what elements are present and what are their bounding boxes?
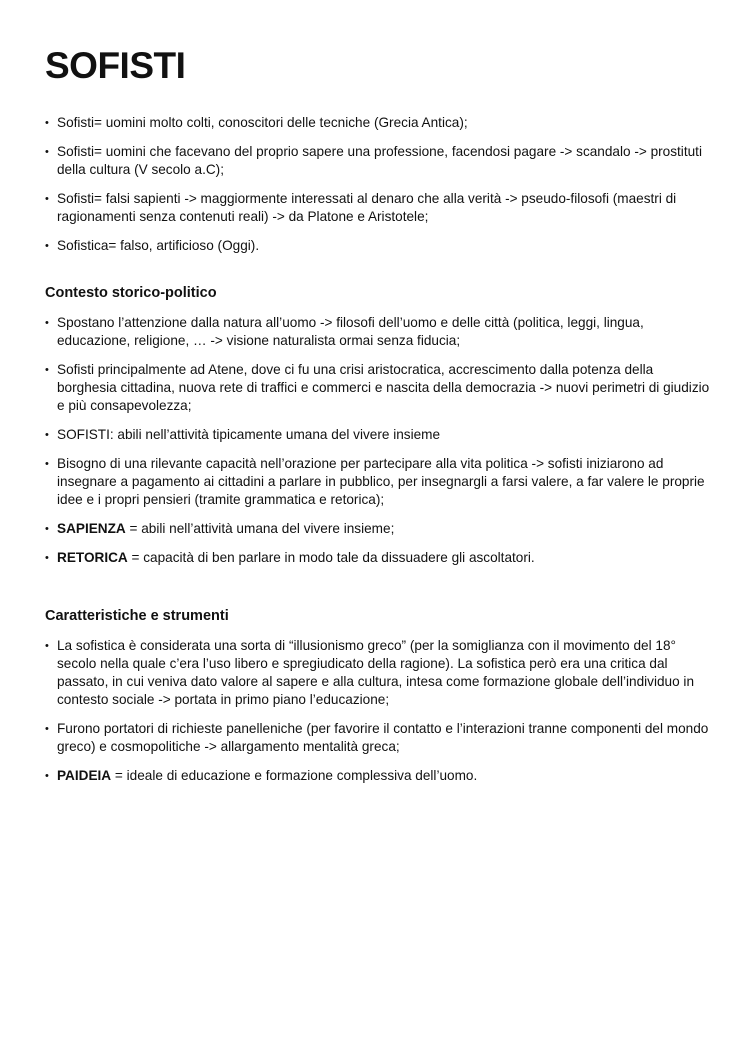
term-sapienza: SAPIENZA: [57, 521, 126, 536]
list-item-retorica: [45, 549, 710, 567]
list-item: • Sofisti= falsi sapienti -> maggiormente interessati al denaro che alla verità -> pseudo-filosofi (maestri di ragionamenti senza contenuti reali) -> da Platone e Aristotele;: [45, 190, 710, 226]
caratteristiche-section: [45, 607, 710, 785]
list-item: • SOFISTI: abili nell’attività tipicamente umana del vivere insieme: [45, 426, 710, 444]
list-item: • Bisogno di una rilevante capacità nell’orazione per partecipare alla vita politica -> sofisti iniziarono ad insegnare a pagamento ai cittadini a parlare in pubblico, per insegnargli a farsi valere, a far valere le proprie idee e i propri pensieri (tramite grammatica e retorica);: [45, 455, 710, 509]
definition-retorica: = capacità di ben parlare in modo tale da dissuadere gli ascoltatori.: [127, 550, 535, 565]
caratteristiche-list: [45, 637, 710, 785]
term-paideia: PAIDEIA: [57, 768, 112, 783]
intro-list: [45, 114, 710, 255]
list-item-paideia: [45, 767, 710, 785]
list-item-sapienza: [45, 520, 710, 538]
list-item: • Sofisti principalmente ad Atene, dove ci fu una crisi aristocratica, accrescimento dalla potenza della borghesia cittadina, nuova rete di traffici e commerci e nascita della democrazia -> nuovi perimetri di giudizio e più consapevolezza;: [45, 361, 710, 415]
list-item: • La sofistica è considerata una sorta di “illusionismo greco” (per la somiglianza con il movimento del 18° secolo nella quale c’era l’uso libero e spregiudicato della ragione). La sofistica però era una critica dal passato, in cui veniva dato valore al sapere e alla cultura, intesa come formazione globale dell’individuo in contesto sociale -> portata in primo piano l’educazione;: [45, 637, 710, 709]
page-title: SOFISTI: [45, 45, 186, 86]
intro-section: [45, 114, 710, 255]
contesto-list: [45, 314, 710, 567]
contesto-section: [45, 284, 710, 567]
section-heading-caratteristiche: Caratteristiche e strumenti: [45, 608, 229, 624]
definition-sapienza: = abili nell’attività umana del vivere insieme;: [125, 521, 395, 536]
list-item: • Sofisti= uomini molto colti, conoscitori delle tecniche (Grecia Antica);: [45, 114, 710, 132]
section-heading-contesto: Contesto storico-politico: [45, 285, 217, 301]
term-retorica: RETORICA: [57, 550, 128, 565]
list-item: • Sofistica= falso, artificioso (Oggi).: [45, 237, 710, 255]
list-item: • Spostano l’attenzione dalla natura all’uomo -> filosofi dell’uomo e delle città (politica, leggi, lingua, educazione, religione, … -> visione naturalista ormai senza fiducia;: [45, 314, 710, 350]
definition-paideia: = ideale di educazione e formazione complessiva dell’uomo.: [111, 768, 478, 783]
list-item: • Sofisti= uomini che facevano del proprio sapere una professione, facendosi pagare -> scandalo -> prostituti della cultura (V secolo a.C);: [45, 143, 710, 179]
list-item: • Furono portatori di richieste panelleniche (per favorire il contatto e l’interazioni tranne componenti del mondo greco) e cosmopolitiche -> allargamento mentalità greca;: [45, 720, 710, 756]
